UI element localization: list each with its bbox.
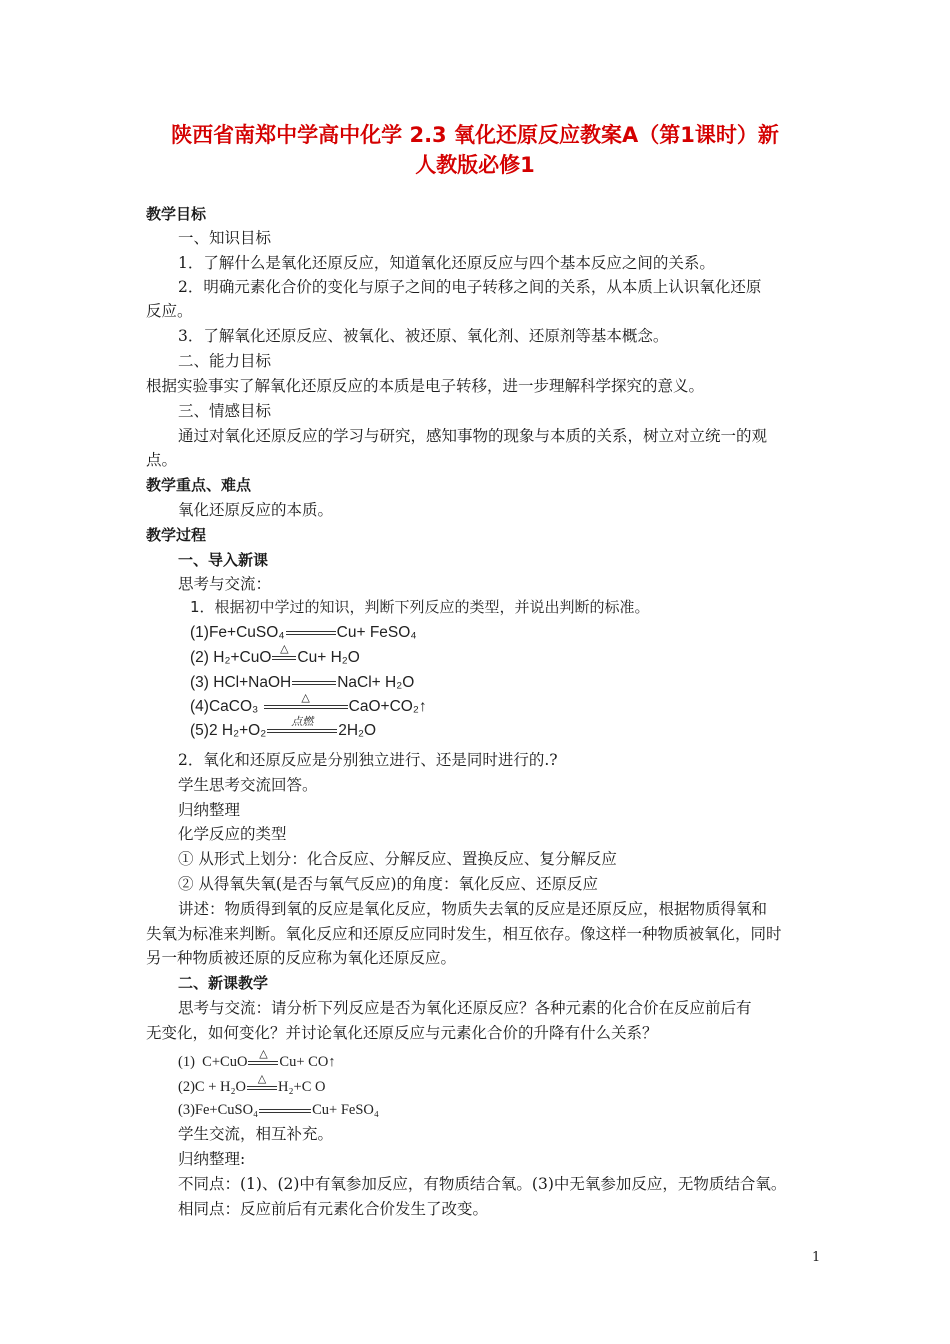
new-lesson-heading: 二、新课教学 [178,974,269,992]
equation-b2: (2)C + H₂O △ H₂+C O [178,1072,326,1095]
ability-heading: 二、能力目标 [178,352,272,370]
question-1: 1．根据初中学过的知识，判断下列反应的类型，并说出判断的标准。 [190,598,650,616]
equation-b3: (3)Fe+CuSO₄ Cu+ FeSO₄ [178,1102,379,1118]
emotion-text: 通过对氧化还原反应的学习与研究，感知事物的现象与本质的关系，树立对立统一的观 [178,427,768,445]
equation-a3: (3) HCl+NaOH NaCl+ H₂O [190,674,415,691]
reaction-type-2: ② 从得氧失氧(是否与氧气反应)的角度：氧化反应、还原反应 [178,875,599,893]
heat-triangle: △ [257,1072,267,1085]
emotion-text-cont: 点。 [146,451,178,469]
knowledge-item-2-cont: 反应。 [146,302,193,320]
think-exchange-label: 思考与交流： [178,575,272,593]
process-heading: 教学过程 [146,526,207,544]
knowledge-item-2: 2．明确元素化合价的变化与原子之间的电子转移之间的关系，从本质上认识氧化还原 [178,278,762,296]
document-title-line-2: 人教版必修1 [415,153,535,177]
equation-a1: (1)Fe+CuSO₄ Cu+ FeSO₄ [190,624,417,641]
students-answer-1: 学生思考交流回答。 [178,776,318,794]
heat-triangle: △ [280,642,289,655]
key-points-text: 氧化还原反应的本质。 [178,501,334,519]
equation-a4: (4)CaCO₃ △ CaO+CO₂↑ [190,691,427,715]
difference-text: 不同点：(1)、(2)中有氧参加反应，有物质结合氧。(3)中无氧参加反应，无物质结合氧。 [178,1175,787,1193]
emotion-heading: 三、情感目标 [178,402,272,420]
goals-heading: 教学目标 [146,205,207,223]
summary-label-1: 归纳整理 [178,801,241,819]
lecture-text-cont-2: 另一种物质被还原的反应称为氧化还原反应。 [146,949,457,967]
lecture-text-cont-1: 失氧为标准来判断。氧化反应和还原反应同时发生，相互依存。像这样一种物质被氧化，同时 [146,925,782,943]
knowledge-heading: 一、知识目标 [178,229,272,247]
document-title-line-1: 陕西省南郑中学高中化学 2.3 氧化还原反应教案A（第1课时）新 [171,123,779,147]
equation-a2: (2) H₂+CuO △ Cu+ H₂O [190,642,360,666]
similarity-text: 相同点：反应前后有元素化合价发生了改变。 [178,1200,489,1218]
think-exchange-2-cont: 无变化，如何变化？并讨论氧化还原反应与元素化合价的升降有什么关系？ [146,1024,658,1042]
page-number: 1 [812,1250,821,1265]
knowledge-item-3: 3．了解氧化还原反应、被氧化、被还原、氧化剂、还原剂等基本概念。 [178,327,669,345]
equation-a5: (5)2 H₂+O₂ 点燃 2H₂O [190,715,377,739]
question-2: 2．氧化和还原反应是分别独立进行、还是同时进行的.? [178,751,558,769]
key-points-heading: 教学重点、难点 [146,476,252,494]
summary-label-2: 归纳整理: [178,1150,246,1168]
think-exchange-2: 思考与交流：请分析下列反应是否为氧化还原反应？各种元素的化合价在反应前后有 [178,999,752,1017]
lecture-text: 讲述：物质得到氧的反应是氧化反应，物质失去氧的反应是还原反应，根据物质得氧和 [178,900,768,918]
intro-heading: 一、导入新课 [178,551,269,569]
reaction-type-1: ① 从形式上划分：化合反应、分解反应、置换反应、复分解反应 [178,850,617,868]
reaction-types-title: 化学反应的类型 [178,825,287,843]
ignite-label: 点燃 [291,715,314,728]
students-answer-2: 学生交流，相互补充。 [178,1125,334,1143]
knowledge-item-1: 1．了解什么是氧化还原反应，知道氧化还原反应与四个基本反应之间的关系。 [178,254,715,272]
equation-b1: (1) C+CuO △ Cu+ CO↑ [178,1047,336,1070]
ability-text: 根据实验事实了解氧化还原反应的本质是电子转移，进一步理解科学探究的意义。 [146,377,705,395]
heat-triangle: △ [259,1047,268,1060]
heat-triangle: △ [301,691,310,704]
